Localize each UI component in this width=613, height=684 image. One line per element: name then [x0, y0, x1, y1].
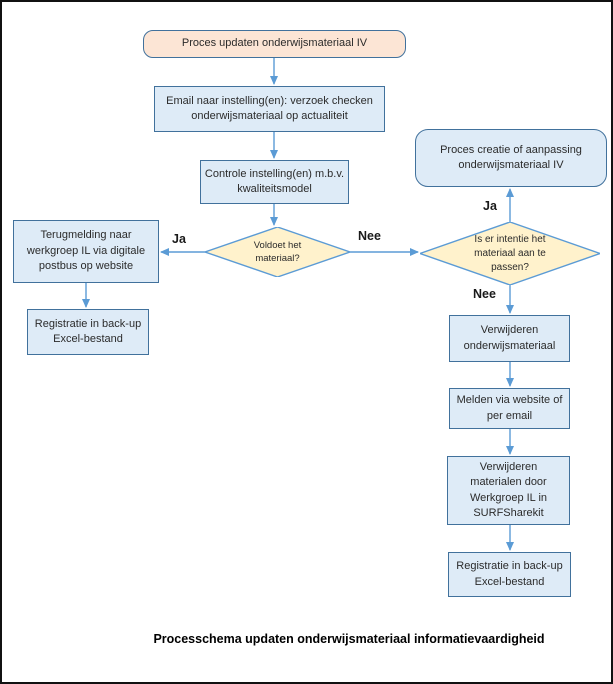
node-verwijderen-materiaal-process [449, 315, 570, 362]
edge-label-nee-right: Nee [473, 287, 496, 301]
node-registratie-right-label: Registratie in back-up Excel-bestand [456, 560, 563, 588]
node-email-label: Email naar instelling(en): verzoek checken onderwijsmateriaal op actualiteit [166, 94, 373, 122]
node-decision-voldoet [205, 227, 350, 277]
edge-label-ja-right: Ja [483, 199, 497, 213]
node-registratie-left-label: Registratie in back-up Excel-bestand [34, 317, 142, 345]
node-verwijderen-materiaal-label: Verwijderen onderwijsmateriaal [463, 324, 556, 352]
node-registratie-left-process [27, 309, 149, 355]
node-terugmelding-process [13, 220, 159, 283]
diagram-title: Processchema updaten onderwijsmateriaal informatievaardigheid [153, 632, 545, 646]
node-melden-label: Melden via website of per email [456, 394, 563, 422]
node-proces-creatie-label: Proces creatie of aanpassing onderwijsmateriaal IV [440, 143, 582, 171]
node-decision-intentie-label: Is er intentie het materiaal aan te passen? [474, 233, 546, 273]
node-start-label: Proces updaten onderwijsmateriaal IV [181, 37, 368, 50]
edge-label-nee-left: Nee [358, 229, 381, 243]
node-decision-intentie [420, 222, 600, 285]
node-verwijderen-sharekit-label: Verwijderen materialen door Werkgroep IL in SURFSharekit [469, 460, 548, 519]
node-start-terminator [143, 30, 406, 58]
node-proces-creatie-terminator [415, 129, 607, 187]
node-terugmelding-label: Terugmelding naar werkgroep IL via digitale postbus op website [26, 229, 146, 273]
node-decision-voldoet-label: Voldoet het materiaal? [253, 239, 302, 264]
node-registratie-right-process [448, 552, 571, 597]
node-email-process [154, 86, 385, 132]
node-controle-label: Controle instelling(en) m.b.v. kwaliteitsmodel [204, 167, 345, 195]
edge-label-ja-left: Ja [172, 232, 186, 246]
node-verwijderen-sharekit-process [447, 456, 570, 525]
node-controle-process [200, 160, 349, 204]
node-melden-process [449, 388, 570, 429]
